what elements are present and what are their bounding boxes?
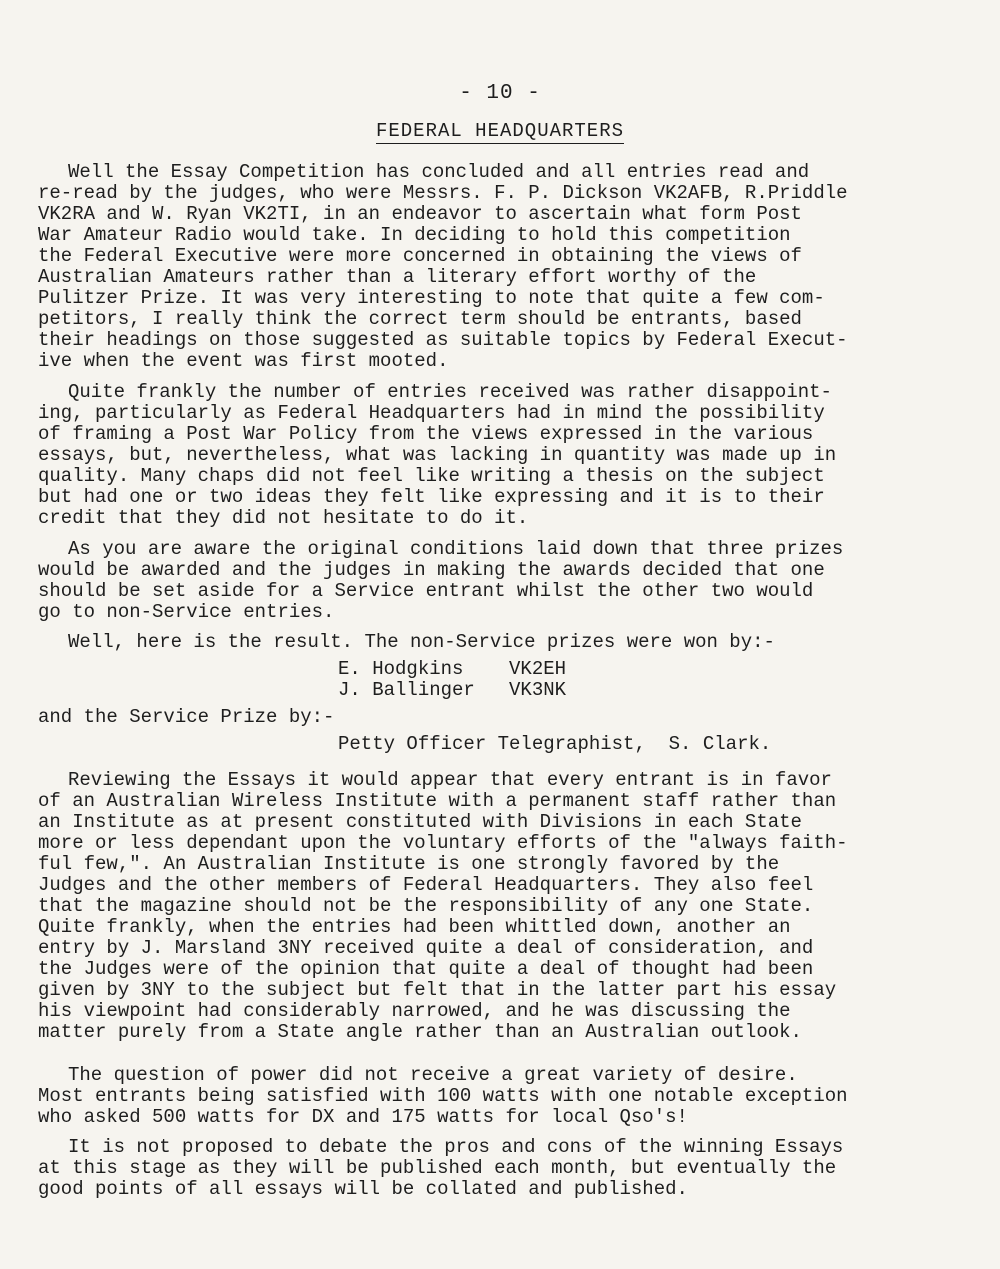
text-line: but had one or two ideas they felt like expressing and it is to their xyxy=(38,486,825,508)
text-line: their headings on those suggested as suitable topics by Federal Execut- xyxy=(38,329,848,351)
text-line: that the magazine should not be the responsibility of any one State. xyxy=(38,895,814,917)
text-line: given by 3NY to the subject but felt that in the latter part his essay xyxy=(38,979,837,1001)
text-line: Australian Amateurs rather than a literary effort worthy of the xyxy=(38,266,757,288)
text-line: credit that they did not hesitate to do it. xyxy=(38,507,529,529)
text-line: ive when the event was first mooted. xyxy=(38,350,449,372)
text-line: Reviewing the Essays it would appear that every entrant is in favor xyxy=(68,769,832,791)
service-winner: Petty Officer Telegraphist, S. Clark. xyxy=(338,733,772,755)
text-line: petitors, I really think the correct term should be entrants, based xyxy=(38,308,802,330)
text-line: the Federal Executive were more concerned in obtaining the views of xyxy=(38,245,802,267)
text-line: his viewpoint had considerably narrowed, and he was discussing the xyxy=(38,1000,791,1022)
text-line: Well the Essay Competition has concluded and all entries read and xyxy=(68,161,810,183)
text-line: It is not proposed to debate the pros and cons of the winning Essays xyxy=(68,1136,844,1158)
text-line: Pulitzer Prize. It was very interesting to note that quite a few com- xyxy=(38,287,825,309)
text-line: matter purely from a State angle rather than an Australian outlook. xyxy=(38,1021,802,1043)
winner-entry: J. Ballinger VK3NK xyxy=(338,679,567,701)
text-line: Well, here is the result. The non-Service prizes were won by:- xyxy=(68,631,775,653)
text-line: Quite frankly the number of entries received was rather disappoint- xyxy=(68,381,832,403)
text-line: entry by J. Marsland 3NY received quite a deal of consideration, and xyxy=(38,937,814,959)
text-line: more or less dependant upon the voluntary efforts of the "always faith- xyxy=(38,832,848,854)
text-line: and the Service Prize by:- xyxy=(38,706,335,728)
text-line: War Amateur Radio would take. In deciding to hold this competition xyxy=(38,224,791,246)
text-line: good points of all essays will be collated and published. xyxy=(38,1178,688,1200)
text-line: re-read by the judges, who were Messrs. F. P. Dickson VK2AFB, R.Priddle xyxy=(38,182,848,204)
winner-entry: E. Hodgkins VK2EH xyxy=(338,658,567,680)
text-line: should be set aside for a Service entrant whilst the other two would xyxy=(38,580,814,602)
text-line: Judges and the other members of Federal Headquarters. They also feel xyxy=(38,874,814,896)
text-line: ful few,". An Australian Institute is one strongly favored by the xyxy=(38,853,780,875)
text-line: essays, but, nevertheless, what was lacking in quantity was made up in xyxy=(38,444,837,466)
text-line: VK2RA and W. Ryan VK2TI, in an endeavor to ascertain what form Post xyxy=(38,203,802,225)
section-heading: FEDERAL HEADQUARTERS xyxy=(375,120,625,142)
text-line: who asked 500 watts for DX and 175 watts for local Qso's! xyxy=(38,1106,688,1128)
text-line: go to non-Service entries. xyxy=(38,601,335,623)
text-line: an Institute as at present constituted with Divisions in each State xyxy=(38,811,802,833)
text-line: Most entrants being satisfied with 100 watts with one notable exception xyxy=(38,1085,848,1107)
text-line: would be awarded and the judges in making the awards decided that one xyxy=(38,559,825,581)
text-line: of framing a Post War Policy from the views expressed in the various xyxy=(38,423,814,445)
text-line: The question of power did not receive a great variety of desire. xyxy=(68,1064,798,1086)
text-line: Quite frankly, when the entries had been whittled down, another an xyxy=(38,916,791,938)
text-line: the Judges were of the opinion that quite a deal of thought had been xyxy=(38,958,814,980)
text-line: of an Australian Wireless Institute with a permanent staff rather than xyxy=(38,790,837,812)
text-line: at this stage as they will be published each month, but eventually the xyxy=(38,1157,837,1179)
text-line: As you are aware the original conditions laid down that three prizes xyxy=(68,538,844,560)
text-line: ing, particularly as Federal Headquarters had in mind the possibility xyxy=(38,402,825,424)
page-number: - 10 - xyxy=(459,82,541,105)
text-line: quality. Many chaps did not feel like writing a thesis on the subject xyxy=(38,465,825,487)
